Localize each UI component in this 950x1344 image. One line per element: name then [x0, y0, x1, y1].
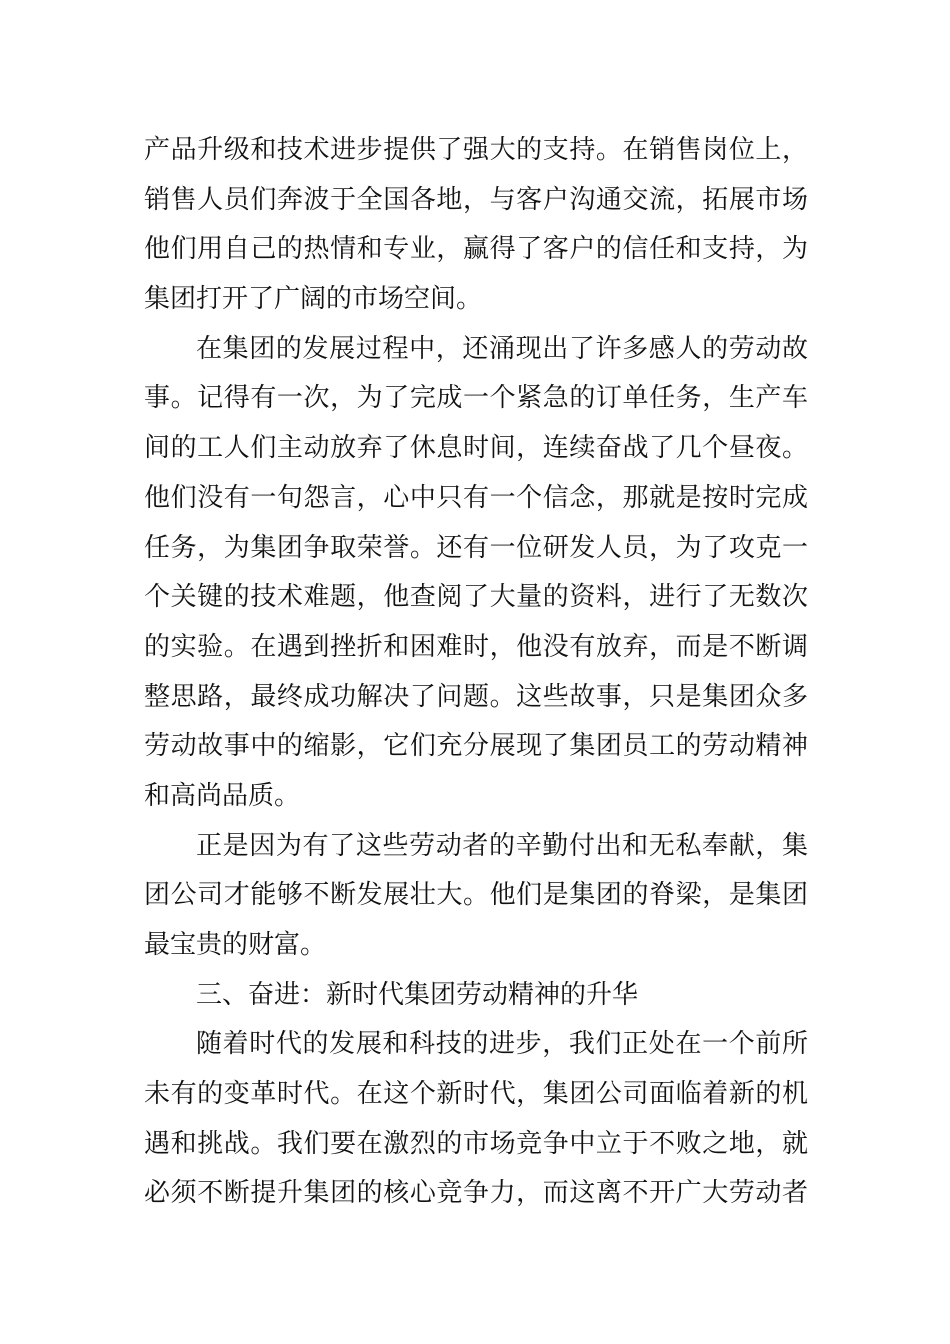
text-line: 产品升级和技术进步提供了强大的支持。在销售岗位上， [144, 135, 808, 165]
text-line: 必须不断提升集团的核心竞争力，而这离不开广大劳动者 [144, 1178, 808, 1209]
text-line: 团公司才能够不断发展壮大。他们是集团的脊梁，是集团 [144, 880, 808, 911]
text-line: 个关键的技术难题，他查阅了大量的资料，进行了无数次 [144, 582, 808, 613]
text-line: 间的工人们主动放弃了休息时间，连续奋战了几个昼夜。 [144, 433, 808, 464]
paragraph [144, 1020, 808, 1219]
heading-line: 三、奋进：新时代集团劳动精神的升华 [196, 979, 639, 1010]
text-line: 未有的变革时代。在这个新时代，集团公司面临着新的机 [144, 1079, 808, 1110]
paragraph [144, 822, 808, 971]
text-line: 遇和挑战。我们要在激烈的市场竞争中立于不败之地，就 [144, 1128, 808, 1159]
text-line: 任务，为集团争取荣誉。还有一位研发人员，为了攻克一 [144, 532, 808, 563]
paragraph [144, 126, 808, 325]
text-line: 的实验。在遇到挫折和困难时，他没有放弃，而是不断调 [144, 631, 808, 662]
text-line: 整思路，最终成功解决了问题。这些故事，只是集团众多 [144, 681, 808, 712]
text-line: 在集团的发展过程中，还涌现出了许多感人的劳动故 [196, 333, 808, 364]
section-heading [144, 971, 808, 1021]
text-line: 最宝贵的财富。 [144, 930, 327, 960]
text-line: 销售人员们奔波于全国各地，与客户沟通交流，拓展市场 [144, 184, 808, 215]
paragraph [144, 325, 808, 822]
text-line: 随着时代的发展和科技的进步，我们正处在一个前所 [196, 1029, 808, 1060]
text-line: 和高尚品质。 [144, 780, 301, 811]
text-line: 他们没有一句怨言，心中只有一个信念，那就是按时完成 [144, 482, 808, 513]
text-line: 集团打开了广阔的市场空间。 [144, 284, 483, 315]
body-text [144, 126, 808, 1219]
text-line: 劳动故事中的缩影，它们充分展现了集团员工的劳动精神 [144, 731, 808, 762]
text-line: 事。记得有一次，为了完成一个紧急的订单任务，生产车 [144, 383, 808, 414]
text-line: 正是因为有了这些劳动者的辛勤付出和无私奉献，集 [196, 830, 808, 861]
text-line: 他们用自己的热情和专业，赢得了客户的信任和支持，为 [144, 234, 808, 265]
